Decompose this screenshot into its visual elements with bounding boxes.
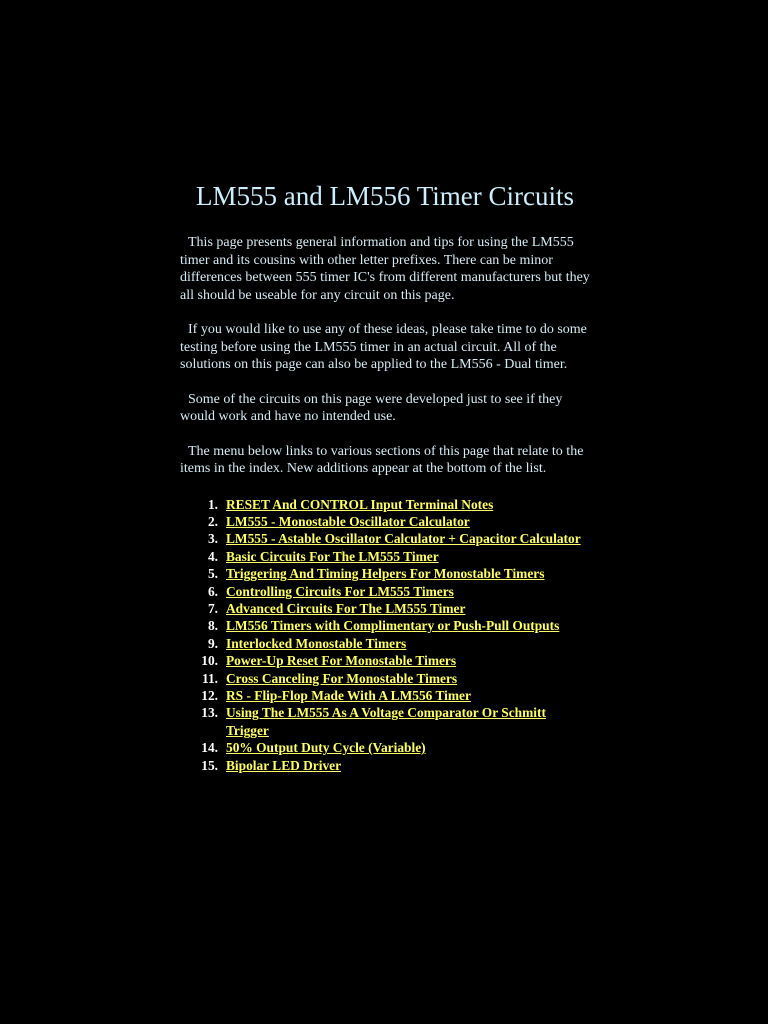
- menu-item: [207, 635, 590, 652]
- menu-item-number: 11.: [202, 670, 218, 686]
- menu-link-interlocked-timers[interactable]: Interlocked Monostable Timers: [226, 635, 407, 651]
- menu-item-number: 4.: [207, 548, 218, 564]
- experimental-paragraph: Some of the circuits on this page were developed just to see if they would work and have no intended use.: [180, 391, 563, 424]
- menu-item: [207, 617, 590, 634]
- menu-link-bipolar-led-driver[interactable]: Bipolar LED Driver: [226, 757, 342, 773]
- menu-link-basic-circuits[interactable]: Basic Circuits For The LM555 Timer: [226, 548, 439, 564]
- menu-link-duty-cycle[interactable]: 50% Output Duty Cycle (Variable): [226, 740, 426, 756]
- menu-link-push-pull-outputs[interactable]: LM556 Timers with Complimentary or Push-Pull Outputs: [226, 618, 560, 634]
- menu-link-astable-calculator[interactable]: LM555 - Astable Oscillator Calculator + Capacitor Calculator: [226, 531, 581, 547]
- menu-link-voltage-comparator[interactable]: Using The LM555 As A Voltage Comparator Or Schmitt Trigger: [226, 705, 546, 738]
- menu-item: [201, 739, 590, 756]
- menu-item-number: 3.: [207, 531, 218, 547]
- menu-item: [201, 687, 590, 704]
- intro-paragraph: This page presents general information and tips for using the LM555 timer and its cousins with other letter prefixes. There can be minor differences between 555 timer IC's from different manufacturers but they all should be useable for any circuit on this page.: [180, 235, 590, 303]
- menu-item: [201, 757, 590, 774]
- menu-link-reset-control[interactable]: RESET And CONTROL Input Terminal Notes: [226, 496, 494, 512]
- menu-item-number: 13.: [201, 705, 218, 721]
- menu-link-rs-flip-flop[interactable]: RS - Flip-Flop Made With A LM556 Timer: [226, 687, 471, 703]
- testing-paragraph: If you would like to use any of these ideas, please take time to do some testing before using the LM555 timer in an actual circuit. All of the solutions on this page can also be applied to the LM556 - Dual timer.: [180, 322, 587, 372]
- menu-item: [201, 652, 590, 669]
- menu-item-number: 2.: [207, 513, 218, 529]
- menu-link-power-up-reset[interactable]: Power-Up Reset For Monostable Timers: [226, 653, 457, 669]
- menu-item: [207, 530, 590, 547]
- page-content: [180, 178, 590, 774]
- menu-item-number: 9.: [207, 635, 218, 651]
- menu-item-number: 1.: [207, 496, 218, 512]
- menu-item-number: 14.: [201, 740, 218, 756]
- menu-item-number: 10.: [201, 653, 218, 669]
- menu-item-number: 5.: [207, 566, 218, 582]
- menu-item: [207, 513, 590, 530]
- menu-item: [207, 496, 590, 513]
- menu-item: [207, 548, 590, 565]
- menu-item-number: 6.: [207, 583, 218, 599]
- menu-item-number: 8.: [207, 618, 218, 634]
- menu-link-advanced-circuits[interactable]: Advanced Circuits For The LM555 Timer: [226, 600, 466, 616]
- section-menu: [180, 496, 590, 775]
- menu-item: [202, 670, 590, 687]
- menu-item-number: 15.: [201, 757, 218, 773]
- menu-item: [201, 704, 590, 739]
- menu-intro-paragraph: The menu below links to various sections of this page that relate to the items in the index. New additions appear at the bottom of the list.: [180, 443, 584, 476]
- menu-link-monostable-calculator[interactable]: LM555 - Monostable Oscillator Calculator: [226, 513, 470, 529]
- menu-item: [207, 565, 590, 582]
- menu-item: [207, 583, 590, 600]
- menu-item-number: 7.: [207, 600, 218, 616]
- menu-link-controlling-circuits[interactable]: Controlling Circuits For LM555 Timers: [226, 583, 454, 599]
- page-title: LM555 and LM556 Timer Circuits: [195, 181, 574, 211]
- menu-item: [207, 600, 590, 617]
- menu-link-cross-canceling[interactable]: Cross Canceling For Monostable Timers: [226, 670, 458, 686]
- menu-link-triggering-helpers[interactable]: Triggering And Timing Helpers For Monostable Timers: [226, 566, 545, 582]
- menu-item-number: 12.: [201, 687, 218, 703]
